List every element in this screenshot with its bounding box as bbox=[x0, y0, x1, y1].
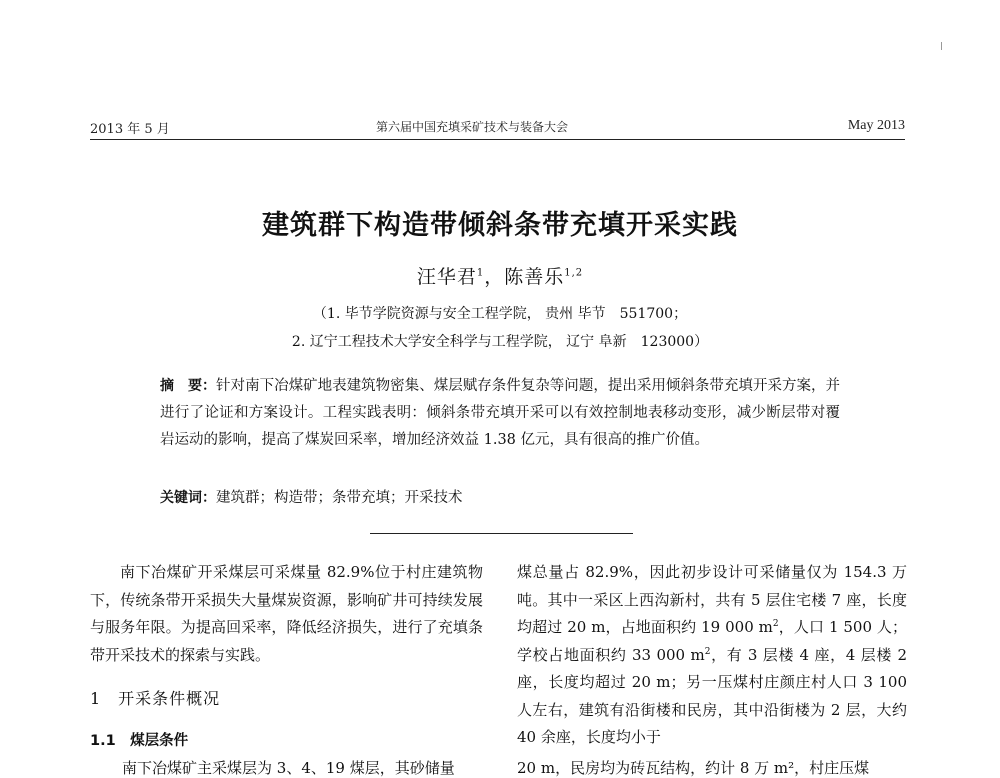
header-rule bbox=[90, 139, 905, 140]
author-line bbox=[0, 262, 1000, 289]
paper-title: 建筑群下构造带倾斜条带充填开采实践 bbox=[262, 210, 738, 241]
page-edge-mark bbox=[941, 42, 942, 50]
subsection-heading-1-1: 1.1 煤层条件 bbox=[90, 733, 189, 749]
abstract-text: 针对南下冶煤矿地表建筑物密集、煤层赋存条件复杂等问题，提出采用倾斜条带充填开采方案，并进行了论证和方案设计。工程实践表明：倾斜条带充填开采可以有效控制地表移动变形，减少断层带对覆岩运动的影响，提高了煤炭回采率，增加经济效益 1.38 亿元，具有很高的推广价值。 bbox=[160, 378, 840, 448]
running-header-date: 2013 年 5 月 bbox=[90, 122, 170, 137]
keywords-text: 建筑群；构造带；条带充填；开采技术 bbox=[216, 490, 463, 506]
right-column-paragraph bbox=[517, 559, 907, 752]
running-header-conference: 第六届中国充填采矿技术与装备大会 bbox=[376, 120, 569, 134]
affiliation-1: （1. 毕节学院资源与安全工程学院， 贵州 毕节 551700； bbox=[312, 306, 688, 322]
author-name: 汪华君 bbox=[416, 266, 477, 288]
intro-paragraph: 南下冶煤矿开采煤层可采煤量 82.9%位于村庄建筑物下，传统条带开采损失大量煤炭资源，影响矿井可持续发展与服务年限。为提高回采率，降低经济损失，进行了充填条带开采技术的探索与实践。 bbox=[90, 563, 483, 664]
truncated-line-right: 20 m，民房均为砖瓦结构，约计 8 万 m²，村庄压煤 bbox=[517, 759, 870, 777]
right-text-part: ，人口 1 500 人；学校占地面积约 33 000 m bbox=[517, 618, 908, 664]
running-header-date-en: May 2013 bbox=[847, 118, 905, 133]
section-heading-1: 1 开采条件概况 bbox=[90, 689, 221, 708]
author-separator: ， bbox=[484, 266, 505, 288]
keywords bbox=[160, 486, 840, 507]
body-column-left bbox=[90, 559, 483, 669]
author-name: 陈善乐 bbox=[504, 266, 565, 288]
abstract-separator bbox=[370, 533, 633, 534]
superscript: 2 bbox=[772, 619, 779, 629]
superscript: 2 bbox=[704, 646, 711, 657]
right-text-part: ，有 3 层楼 4 座，4 层楼 2 座，长度均超过 20 m；另一压煤村庄颜庄村人口 3 100 人左右，建筑有沿街楼和民房，其中沿街楼为 2 层，大约 40 余座，长度均小于 bbox=[517, 645, 907, 746]
truncated-line-left: 南下冶煤矿主采煤层为 3、4、19 煤层，其砂储量 bbox=[122, 759, 455, 777]
abstract-label: 摘 要： bbox=[160, 378, 217, 394]
abstract bbox=[160, 373, 840, 454]
body-column-right bbox=[517, 559, 907, 752]
affiliation-2: 2. 辽宁工程技术大学安全科学与工程学院， 辽宁 阜新 123000） bbox=[291, 334, 709, 350]
author-affiliation-mark: 1,2 bbox=[564, 267, 584, 279]
right-text-part: 煤总量占 82.9%，因此初步设计可采储量仅为 154.3 万吨。其中一采区上西沟新村，共有 5 层住宅楼 7 座，长度均超过 20 m，占地面积约 19 000 m bbox=[517, 563, 907, 636]
author-affiliation-mark: 1 bbox=[476, 267, 485, 279]
keywords-label: 关键词： bbox=[160, 490, 216, 506]
